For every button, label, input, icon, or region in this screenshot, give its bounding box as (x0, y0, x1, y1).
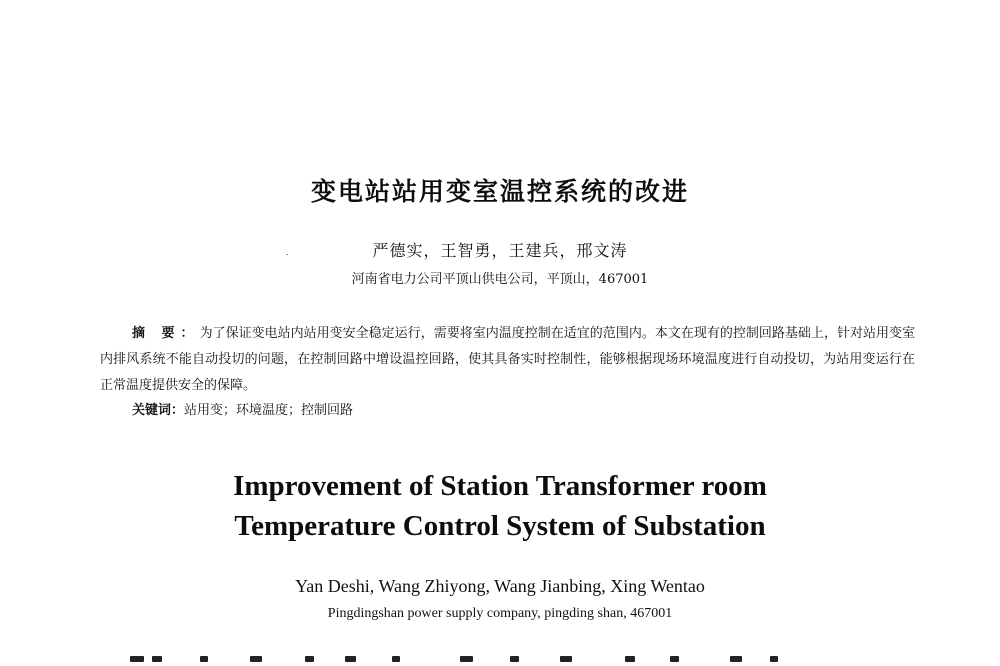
abstract-text: 为了保证变电站内站用变安全稳定运行，需要将室内温度控制在适宜的范围内。本文在现有的控制回路基础上，针对站用变室内排风系统不能自动投切的问题，在控制回路中增设温控回路，使其具备实时控制性，能够根据现场环境温度进行自动投切，为站用变运行在正常温度提供安全的保障。 (100, 326, 915, 393)
chinese-authors: 严德实，王智勇，王建兵，邢文涛 (372, 241, 628, 260)
chinese-keywords (132, 399, 353, 418)
chinese-abstract (100, 321, 915, 399)
keywords-label: 关键词： (132, 403, 185, 418)
english-authors: Yan Deshi, Wang Zhiyong, Wang Jianbing, Xing Wentao (295, 576, 705, 596)
english-title (0, 466, 1000, 546)
english-affiliation: Pingdingshan power supply company, pingding shan, 467001 (327, 606, 673, 621)
chinese-affiliation: 河南省电力公司平顶山供电公司，平顶山，467001 (351, 272, 649, 287)
english-title-line-1: Improvement of Station Transformer room (233, 470, 767, 502)
abstract-label: 摘 要： (132, 326, 200, 341)
english-title-line-2: Temperature Control System of Substation (234, 510, 766, 542)
keywords-text: 站用变；环境温度；控制回路 (184, 403, 354, 418)
chinese-title: 变电站站用变室温控系统的改进 (310, 177, 689, 206)
cutoff-text-line (130, 652, 790, 666)
